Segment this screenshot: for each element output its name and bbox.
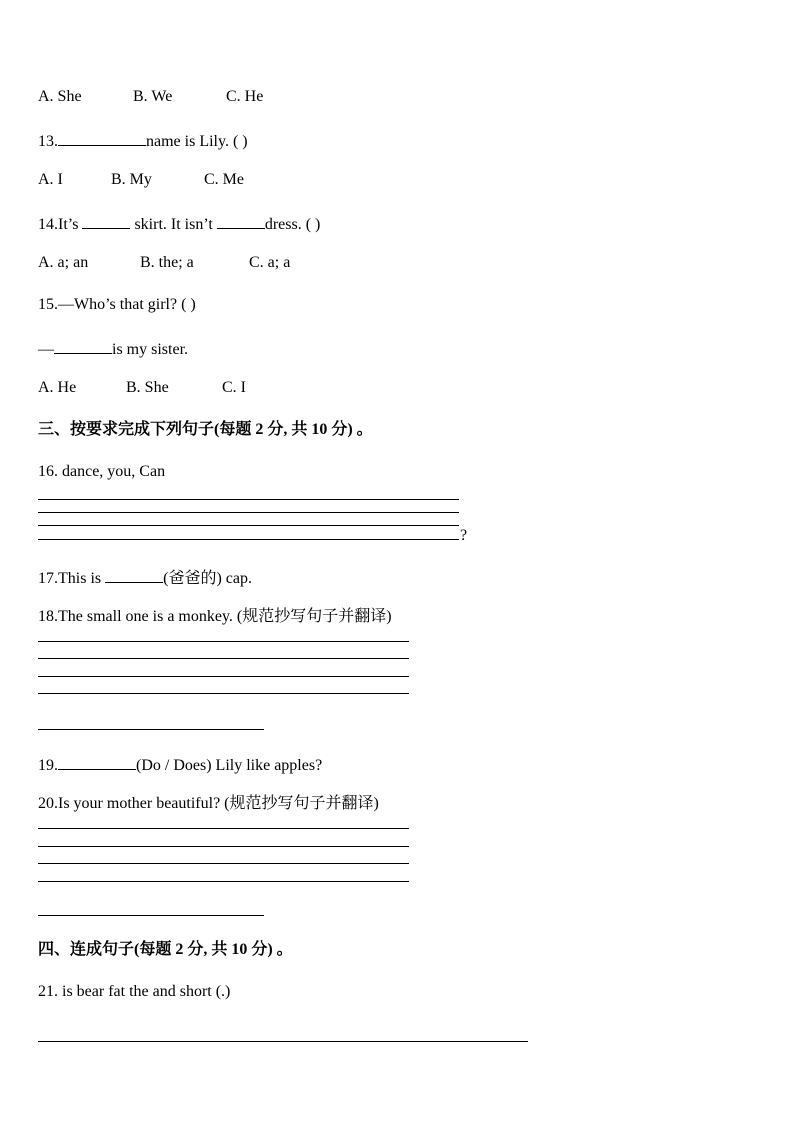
q13-option-a: A. I — [38, 171, 63, 188]
question-15 — [38, 295, 196, 315]
q21-writing-line[interactable] — [38, 1041, 528, 1042]
q20-writing-line-3[interactable] — [38, 863, 409, 864]
q15-text: —Who’s that girl? — [58, 296, 178, 313]
q14-option-c: C. a; a — [249, 254, 291, 271]
section-3-heading: 三、按要求完成下列句子(每题 2 分, 共 10 分) 。 — [38, 421, 373, 438]
q13-blank[interactable] — [58, 129, 146, 146]
q16-prompt: 16. dance, you, Can — [38, 463, 166, 480]
question-17 — [38, 566, 252, 589]
q18-writing-line-3[interactable] — [38, 676, 409, 677]
q18-writing-line-1[interactable] — [38, 641, 409, 642]
q16-writing-line-3[interactable] — [38, 525, 459, 526]
q14-answer-paren[interactable]: ( ) — [305, 216, 321, 233]
q18-writing-line-2[interactable] — [38, 658, 409, 659]
q15-dash: — — [38, 341, 54, 358]
q20-writing-line-2[interactable] — [38, 846, 409, 847]
q15-options — [38, 378, 246, 398]
q13-option-b: B. My — [111, 171, 152, 188]
q13-options — [38, 170, 244, 190]
q14-text-1: It’s — [58, 216, 79, 233]
q18-writing-line-4[interactable] — [38, 693, 409, 694]
q14-number: 14. — [38, 216, 58, 233]
q15-option-b: B. She — [126, 379, 169, 396]
q12-option-c: C. He — [226, 88, 264, 105]
question-13 — [38, 129, 248, 152]
q15-answer-line — [38, 337, 188, 360]
q16-writing-line-1[interactable] — [38, 499, 459, 500]
q15-answer-text: is my sister. — [112, 341, 189, 358]
q20-writing-line-4[interactable] — [38, 881, 409, 882]
q15-blank[interactable] — [54, 337, 112, 354]
q17-blank[interactable] — [105, 566, 163, 583]
q18-translation-line[interactable] — [38, 729, 264, 730]
q19-text: (Do / Does) Lily like apples? — [136, 757, 323, 774]
q15-number: 15. — [38, 296, 58, 313]
q14-text-2: skirt. It isn’t — [134, 216, 213, 233]
q14-blank-2[interactable] — [217, 212, 265, 229]
q14-option-b: B. the; a — [140, 254, 194, 271]
question-14 — [38, 212, 320, 235]
q14-text-3: dress. — [264, 216, 302, 233]
q16-writing-line-4[interactable] — [38, 539, 459, 540]
q17-text-2: (爸爸的) cap. — [163, 570, 252, 587]
q13-answer-paren[interactable]: ( ) — [232, 133, 248, 150]
q12-option-a: A. She — [38, 88, 82, 105]
q12-option-b: B. We — [133, 88, 173, 105]
q13-number: 13. — [38, 133, 58, 150]
q13-text: name is Lily. — [146, 133, 229, 150]
q17-text-1: This is — [58, 570, 102, 587]
q14-options — [38, 253, 290, 273]
q17-number: 17. — [38, 570, 58, 587]
q19-blank[interactable] — [58, 753, 136, 770]
q13-option-c: C. Me — [204, 171, 244, 188]
q21-prompt: 21. is bear fat the and short (.) — [38, 983, 231, 1000]
q15-option-c: C. I — [222, 379, 246, 396]
q20-prompt: 20.Is your mother beautiful? (规范抄写句子并翻译) — [38, 795, 379, 812]
q12-options — [38, 87, 263, 107]
q19-number: 19. — [38, 757, 58, 774]
q20-writing-line-1[interactable] — [38, 828, 409, 829]
q15-answer-paren[interactable]: ( ) — [181, 296, 196, 313]
q14-option-a: A. a; an — [38, 254, 89, 271]
q14-blank-1[interactable] — [82, 212, 130, 229]
q16-question-mark: ? — [460, 527, 468, 544]
section-4-heading: 四、连成句子(每题 2 分, 共 10 分) 。 — [38, 941, 293, 958]
question-19 — [38, 753, 322, 776]
q18-prompt: 18.The small one is a monkey. (规范抄写句子并翻译) — [38, 608, 392, 625]
q15-option-a: A. He — [38, 379, 77, 396]
q20-translation-line[interactable] — [38, 915, 264, 916]
q16-writing-line-2[interactable] — [38, 512, 459, 513]
